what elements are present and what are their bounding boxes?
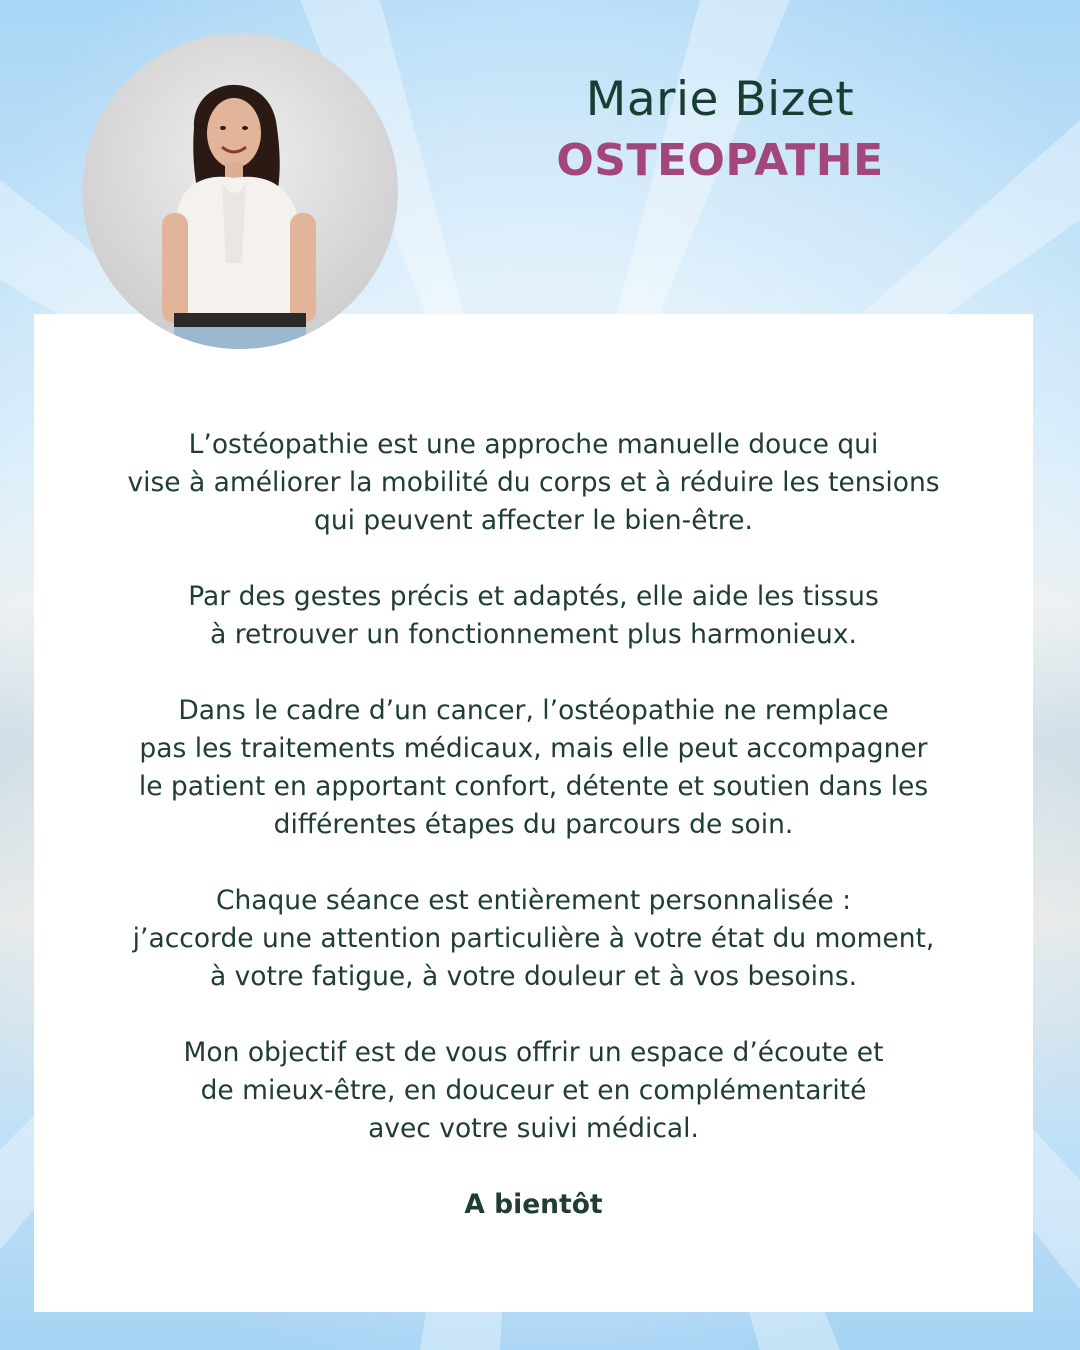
- practitioner-name: Marie Bizet: [585, 72, 855, 127]
- paragraph-2: [34, 578, 1033, 654]
- paragraph-3: [34, 692, 1033, 844]
- practitioner-role: OSTEOPATHE: [556, 135, 884, 186]
- paragraph-4: [34, 882, 1033, 996]
- text-line: Par des gestes précis et adaptés, elle aide les tissus: [188, 581, 879, 612]
- profile-photo: [82, 33, 398, 349]
- text-line: Dans le cadre d’un cancer, l’ostéopathie ne remplace: [178, 695, 889, 726]
- text-line: L’ostéopathie est une approche manuelle douce qui: [188, 429, 879, 460]
- text-line: vise à améliorer la mobilité du corps et à réduire les tensions: [127, 467, 940, 498]
- content-card: [34, 314, 1033, 1312]
- description-text: [34, 426, 1033, 1224]
- text-line: de mieux-être, en douceur et en complémentarité: [200, 1075, 867, 1106]
- text-line: Mon objectif est de vous offrir un espace d’écoute et: [183, 1037, 884, 1068]
- header: [480, 72, 960, 190]
- text-line: différentes étapes du parcours de soin.: [273, 809, 794, 840]
- text-line: Chaque séance est entièrement personnalisée :: [215, 885, 852, 916]
- text-line: qui peuvent affecter le bien-être.: [314, 505, 753, 536]
- closing-signoff: A bientôt: [464, 1189, 603, 1220]
- text-line: le patient en apportant confort, détente et soutien dans les: [138, 771, 929, 802]
- text-line: à retrouver un fonctionnement plus harmonieux.: [210, 619, 857, 650]
- text-line: avec votre suivi médical.: [368, 1113, 699, 1144]
- paragraph-5: [34, 1034, 1033, 1148]
- text-line: j’accorde une attention particulière à votre état du moment,: [132, 923, 935, 954]
- text-line: à votre fatigue, à votre douleur et à vos besoins.: [209, 961, 858, 992]
- text-line: pas les traitements médicaux, mais elle peut accompagner: [139, 733, 928, 764]
- paragraph-1: [34, 426, 1033, 540]
